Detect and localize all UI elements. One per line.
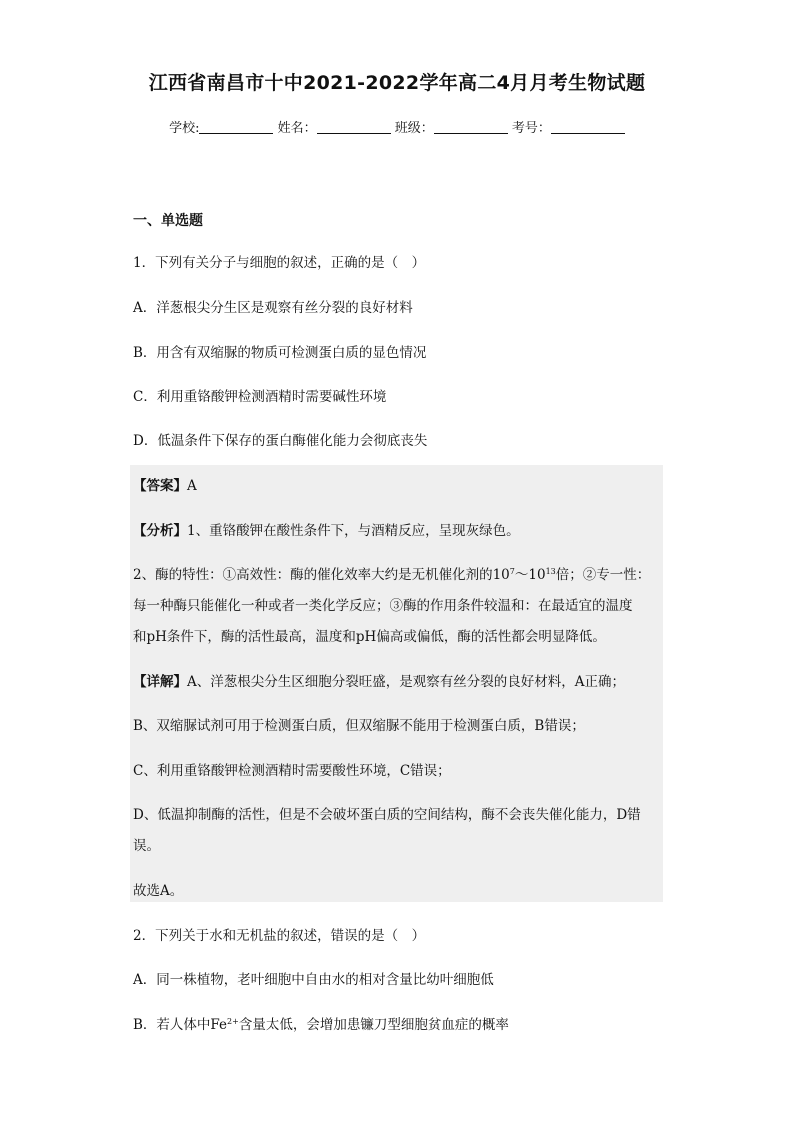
question-1-stem: 1．下列有关分子与细胞的叙述，正确的是（ ） [133, 255, 426, 271]
analysis-text-2a: 2、酶的特性：①高效性：酶的催化效率大约是无机催化剂的10 [133, 567, 510, 583]
question-1-option-b: B．用含有双缩脲的物质可检测蛋白质的显色情况 [133, 345, 427, 361]
detail-line-3: C、利用重铬酸钾检测酒精时需要酸性环境，C错误； [133, 763, 451, 779]
number-label: 考号： [511, 121, 551, 136]
question-1-option-d: D．低温条件下保存的蛋白酶催化能力会彻底丧失 [133, 433, 428, 449]
detail-line-5: 误。 [133, 838, 160, 854]
question-2-option-a: A．同一株植物，老叶细胞中自由水的相对含量比幼叶细胞低 [133, 972, 494, 988]
school-label: 学校: [169, 121, 200, 136]
detail-tag: 【详解】 [133, 674, 187, 690]
detail-line-2: B、双缩脲试剂可用于检测蛋白质，但双缩脲不能用于检测蛋白质，B错误； [133, 718, 585, 734]
answer-tag: 【答案】 [133, 478, 187, 494]
detail-line-1 [133, 670, 625, 690]
page-title: 江西省南昌市十中2021-2022学年高二4月月考生物试题 [148, 72, 646, 94]
answer-line [133, 474, 197, 494]
analysis-text-1: 1、重铬酸钾在酸性条件下，与酒精反应，呈现灰绿色。 [187, 523, 520, 539]
question-2-stem: 2．下列关于水和无机盐的叙述，错误的是（ ） [133, 928, 426, 944]
student-info-line [0, 117, 794, 136]
detail-text-1: A、洋葱根尖分生区细胞分裂旺盛，是观察有丝分裂的良好材料，A正确； [187, 674, 625, 690]
analysis-line-2 [133, 563, 650, 583]
name-blank [317, 121, 391, 134]
exponent-13: 13 [545, 567, 556, 576]
option-b-text-pre: B．若人体中Fe [133, 1017, 228, 1033]
section-heading: 一、单选题 [133, 213, 203, 229]
analysis-line-3: 每一种酶只能催化一种或者一类化学反应；③酶的作用条件较温和：在最适宜的温度 [133, 598, 633, 614]
number-blank [551, 121, 625, 134]
analysis-text-2c: 倍；②专一性： [555, 567, 651, 583]
analysis-text-2b: ～10 [514, 567, 546, 583]
iron-ion-charge: 2+ [227, 1017, 239, 1026]
analysis-line-1 [133, 519, 520, 539]
question-2-option-b [133, 1013, 509, 1033]
analysis-tag: 【分析】 [133, 523, 187, 539]
class-blank [434, 121, 508, 134]
school-blank [199, 121, 273, 134]
exponent-7: 7 [509, 567, 515, 576]
class-label: 班级： [394, 121, 434, 136]
question-1-option-c: C．利用重铬酸钾检测酒精时需要碱性环境 [133, 389, 387, 405]
answer-value: A [187, 478, 197, 494]
option-b-text-post: 含量太低，会增加患镰刀型细胞贫血症的概率 [238, 1017, 509, 1033]
question-1-option-a: A．洋葱根尖分生区是观察有丝分裂的良好材料 [133, 300, 413, 316]
analysis-line-4: 和pH条件下，酶的活性最高，温度和pH偏高或偏低，酶的活性都会明显降低。 [133, 629, 606, 645]
name-label: 姓名： [277, 121, 317, 136]
detail-line-4: D、低温抑制酶的活性，但是不会破坏蛋白质的空间结构，酶不会丧失催化能力，D错 [133, 807, 641, 823]
conclusion-line: 故选A。 [133, 883, 184, 899]
